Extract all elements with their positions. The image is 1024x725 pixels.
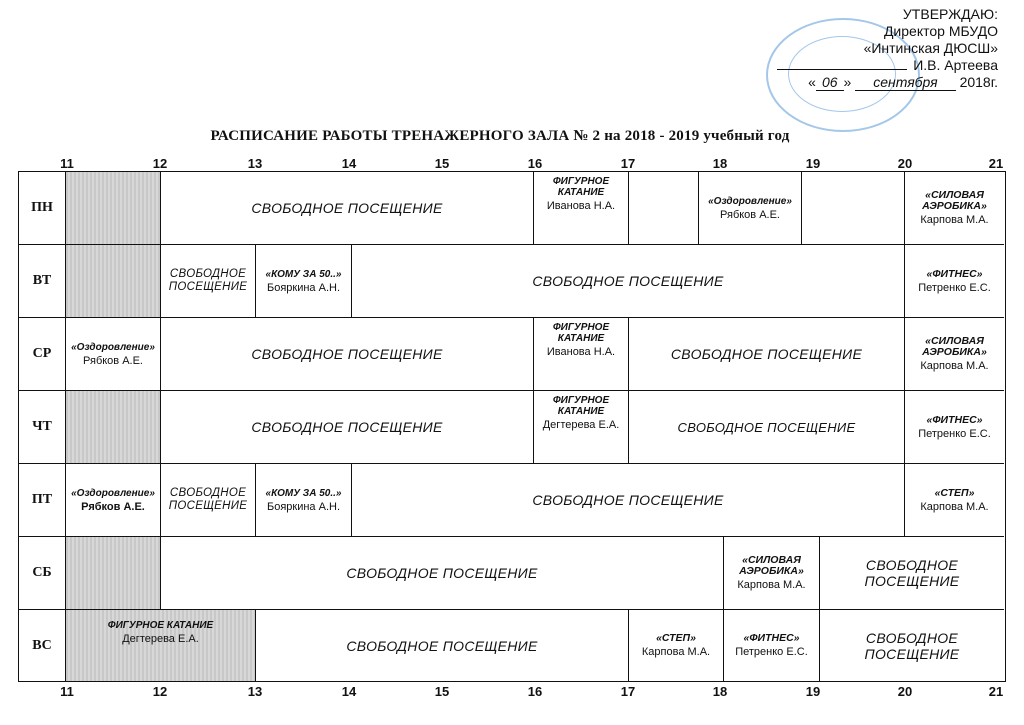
activity-name: «СТЕП» — [934, 486, 975, 499]
hour-label: 11 — [60, 156, 74, 171]
hour-label: 12 — [152, 156, 168, 171]
free-visit-slot: СВОБОДНОЕ ПОСЕЩЕНИЕ — [820, 537, 1004, 610]
activity-name: «Оздоровление» — [71, 341, 155, 353]
session-slot — [905, 172, 1004, 245]
hour-label: 15 — [434, 684, 450, 699]
session-slot — [699, 172, 802, 245]
hour-scale-top — [0, 156, 1024, 172]
free-visit-slot: СВОБОДНОЕ ПОСЕЩЕНИЕ — [161, 318, 534, 391]
date-month: сентября — [855, 74, 955, 91]
trainer-name: Иванова Н.А. — [546, 346, 616, 358]
hour-label: 18 — [712, 684, 728, 699]
date-year: 2018г. — [959, 74, 998, 90]
session-slot — [629, 610, 724, 681]
session-slot — [256, 245, 352, 318]
trainer-name: Карпова М.А. — [641, 646, 711, 658]
activity-name: «КОМУ ЗА 50..» — [265, 487, 342, 499]
session-slot — [905, 245, 1004, 318]
hour-label: 18 — [712, 156, 728, 171]
closed-slot — [66, 391, 161, 464]
session-slot — [256, 464, 352, 537]
trainer-name: Бояркина А.Н. — [266, 500, 340, 513]
day-label: ВТ — [19, 245, 66, 318]
hour-label: 12 — [152, 684, 168, 699]
approval-organization: «Интинская ДЮСШ» — [863, 40, 998, 56]
hour-label: 16 — [527, 684, 543, 699]
activity-name: «СТЕП» — [656, 632, 696, 644]
activity-name: «Оздоровление» — [71, 487, 155, 499]
trainer-name: Рябков А.Е. — [81, 500, 145, 513]
trainer-name: Рябков А.Е. — [83, 354, 143, 367]
free-visit-slot: СВОБОДНОЕ ПОСЕЩЕНИЕ — [161, 172, 534, 245]
closed-slot — [66, 537, 161, 610]
session-slot — [724, 537, 820, 610]
day-label: ПН — [19, 172, 66, 245]
hour-label: 17 — [620, 684, 636, 699]
day-label: СБ — [19, 537, 66, 610]
free-visit-slot: СВОБОДНОЕ ПОСЕЩЕНИЕ — [352, 245, 905, 318]
approval-position: Директор МБУДО — [883, 23, 998, 39]
free-visit-slot: СВОБОДНОЕ ПОСЕЩЕНИЕ — [161, 464, 256, 537]
hour-label: 20 — [897, 684, 913, 699]
free-visit-slot: СВОБОДНОЕ ПОСЕЩЕНИЕ — [864, 629, 960, 662]
free-visit-slot: СВОБОДНОЕ ПОСЕЩЕНИЕ — [629, 318, 905, 391]
schedule-table — [18, 171, 1006, 682]
session-slot — [534, 391, 629, 464]
hour-label: 17 — [620, 156, 636, 171]
hour-label: 11 — [60, 684, 74, 699]
session-slot — [66, 610, 256, 681]
trainer-name: Петренко Е.С. — [918, 281, 991, 294]
trainer-name: Карпова М.А. — [920, 360, 989, 372]
trainer-name: Бояркина А.Н. — [266, 281, 340, 294]
closed-slot — [66, 172, 161, 245]
trainer-name: Карпова М.А. — [737, 579, 806, 591]
activity-name: ФИГУРНОЕ КАТАНИЕ — [107, 620, 214, 631]
hour-label: 15 — [434, 156, 450, 171]
hour-label: 14 — [341, 684, 357, 699]
approval-date — [808, 74, 998, 91]
date-day: 06 — [816, 74, 844, 91]
session-slot — [724, 610, 820, 681]
hour-label: 21 — [988, 156, 1004, 171]
session-slot — [905, 318, 1004, 391]
date-quote-close: » — [843, 74, 852, 90]
free-visit-slot: СВОБОДНОЕ ПОСЕЩЕНИЕ — [256, 610, 629, 681]
date-quote-open: « — [808, 74, 816, 90]
activity-name: «Оздоровление» — [708, 195, 792, 207]
free-visit-slot: СВОБОДНОЕ ПОСЕЩЕНИЕ — [161, 245, 256, 318]
empty-slot — [802, 172, 905, 245]
trainer-name: Дегтерева Е.А. — [542, 419, 620, 431]
day-label: СР — [19, 318, 66, 391]
hour-label: 20 — [897, 156, 913, 171]
hour-label: 13 — [247, 684, 263, 699]
trainer-name: Иванова Н.А. — [546, 200, 616, 212]
day-label: ПТ — [19, 464, 66, 537]
free-visit-slot: СВОБОДНОЕ ПОСЕЩЕНИЕ — [629, 391, 905, 464]
trainer-name: Дегтерева Е.А. — [122, 633, 199, 645]
closed-slot — [66, 245, 161, 318]
hour-label: 19 — [805, 156, 821, 171]
trainer-name: Карпова М.А. — [920, 214, 989, 226]
hour-label: 19 — [805, 684, 821, 699]
hour-label: 21 — [988, 684, 1004, 699]
session-slot — [534, 318, 629, 391]
session-slot — [534, 172, 629, 245]
session-slot — [66, 464, 161, 537]
page-title: РАСПИСАНИЕ РАБОТЫ ТРЕНАЖЕРНОГО ЗАЛА № 2 на 2018 - 2019 учебный год — [210, 128, 790, 144]
activity-name: «СИЛОВАЯ АЭРОБИКА» — [922, 189, 987, 212]
trainer-name: Карпова М.А. — [920, 500, 989, 513]
activity-name: ФИГУРНОЕ КАТАНИЕ — [552, 395, 610, 417]
day-label: ВС — [19, 610, 66, 681]
session-slot — [905, 464, 1004, 537]
hour-scale-bottom — [0, 684, 1024, 700]
free-visit-slot: СВОБОДНОЕ ПОСЕЩЕНИЕ — [161, 537, 724, 610]
trainer-name: Петренко Е.С. — [735, 646, 808, 658]
approval-block — [758, 6, 998, 91]
signature-placeholder — [777, 57, 907, 70]
trainer-name: Петренко Е.С. — [918, 427, 991, 440]
session-slot — [905, 391, 1004, 464]
activity-name: «ФИТНЕС» — [743, 632, 800, 644]
activity-name: «СИЛОВАЯ АЭРОБИКА» — [739, 554, 804, 577]
approval-heading: УТВЕРЖДАЮ: — [902, 6, 998, 22]
approval-signature-line — [758, 57, 998, 74]
session-slot — [66, 318, 161, 391]
activity-name: ФИГУРНОЕ КАТАНИЕ — [552, 176, 610, 198]
hour-label: 16 — [527, 156, 543, 171]
hour-label: 14 — [341, 156, 357, 171]
hour-label: 13 — [247, 156, 263, 171]
activity-name: «ФИТНЕС» — [926, 267, 983, 280]
empty-slot — [629, 172, 699, 245]
free-visit-slot: СВОБОДНОЕ ПОСЕЩЕНИЕ — [352, 464, 905, 537]
trainer-name: Рябков А.Е. — [720, 208, 780, 221]
activity-name: «СИЛОВАЯ АЭРОБИКА» — [922, 335, 987, 358]
activity-name: ФИГУРНОЕ КАТАНИЕ — [552, 322, 610, 344]
activity-name: «КОМУ ЗА 50..» — [265, 268, 342, 280]
activity-name: «ФИТНЕС» — [926, 413, 983, 426]
day-label: ЧТ — [19, 391, 66, 464]
approval-signatory: И.В. Артеева — [913, 57, 998, 73]
free-visit-slot: СВОБОДНОЕ ПОСЕЩЕНИЕ — [161, 391, 534, 464]
